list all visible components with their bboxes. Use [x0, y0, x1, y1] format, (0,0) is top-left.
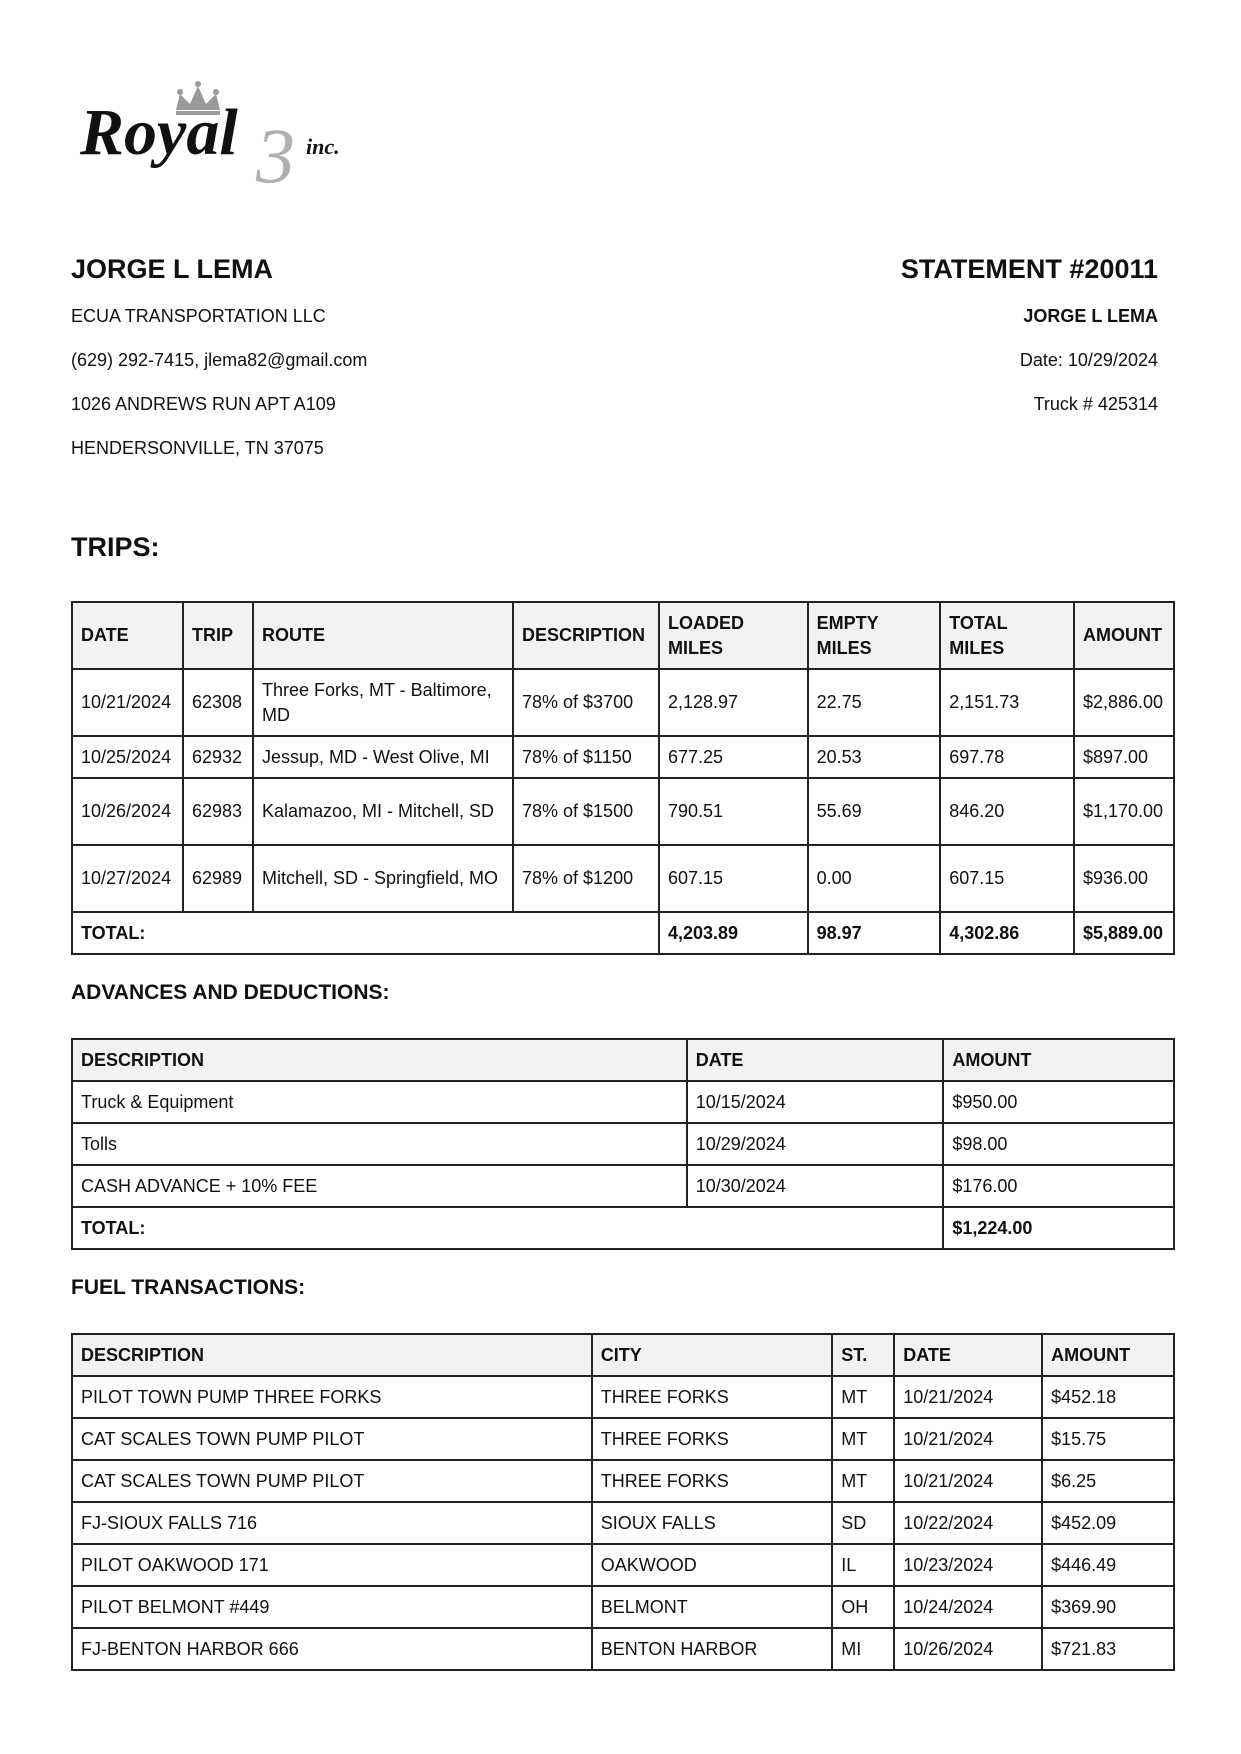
fuel-city: THREE FORKS	[592, 1376, 833, 1418]
table-row	[72, 1165, 1174, 1207]
deduction-date: 10/30/2024	[687, 1165, 944, 1207]
fuel-city: OAKWOOD	[592, 1544, 833, 1586]
fuel-state: MT	[832, 1376, 894, 1418]
trip-empty-miles: 55.69	[808, 778, 941, 845]
trip-loaded-miles: 790.51	[659, 778, 808, 845]
table-row	[72, 1376, 1174, 1418]
deduction-date: 10/15/2024	[687, 1081, 944, 1123]
table-row	[72, 669, 1174, 736]
trip-date: 10/27/2024	[72, 845, 183, 912]
deduction-description: CASH ADVANCE + 10% FEE	[72, 1165, 687, 1207]
fuel-city: THREE FORKS	[592, 1418, 833, 1460]
trip-loaded-miles: 607.15	[659, 845, 808, 912]
fuel-city: THREE FORKS	[592, 1460, 833, 1502]
fuel-date: 10/23/2024	[894, 1544, 1042, 1586]
col-header-date: DATE	[894, 1334, 1042, 1376]
col-header-empty-miles: EMPTY MILES	[808, 602, 941, 669]
fuel-amount: $446.49	[1042, 1544, 1174, 1586]
trips-total-row	[72, 912, 1174, 954]
logo-suffix: inc.	[306, 134, 340, 159]
table-row	[72, 1123, 1174, 1165]
fuel-state: IL	[832, 1544, 894, 1586]
col-header-amount: AMOUNT	[1074, 602, 1174, 669]
trip-number: 62932	[183, 736, 253, 778]
fuel-date: 10/21/2024	[894, 1418, 1042, 1460]
trip-route: Kalamazoo, MI - Mitchell, SD	[253, 778, 513, 845]
driver-address-line1: 1026 ANDREWS RUN APT A109	[71, 394, 336, 414]
col-header-date: DATE	[72, 602, 183, 669]
statement-truck: Truck # 425314	[1033, 394, 1158, 414]
statement-title: STATEMENT #20011	[900, 254, 1158, 284]
trip-amount: $2,886.00	[1074, 669, 1174, 736]
col-header-description: DESCRIPTION	[513, 602, 659, 669]
fuel-description: PILOT OAKWOOD 171	[72, 1544, 592, 1586]
table-row	[72, 736, 1174, 778]
fuel-date: 10/26/2024	[894, 1628, 1042, 1670]
table-row	[72, 1418, 1174, 1460]
driver-company: ECUA TRANSPORTATION LLC	[71, 306, 326, 326]
fuel-state: MI	[832, 1628, 894, 1670]
fuel-date: 10/21/2024	[894, 1376, 1042, 1418]
trip-description: 78% of $3700	[513, 669, 659, 736]
advances-total-row	[72, 1207, 1174, 1249]
fuel-amount: $452.09	[1042, 1502, 1174, 1544]
trip-date: 10/25/2024	[72, 736, 183, 778]
table-row	[72, 778, 1174, 845]
fuel-state: MT	[832, 1418, 894, 1460]
trip-total-miles: 607.15	[940, 845, 1074, 912]
fuel-state: MT	[832, 1460, 894, 1502]
deduction-amount: $176.00	[943, 1165, 1174, 1207]
fuel-date: 10/22/2024	[894, 1502, 1042, 1544]
trip-total-miles: 846.20	[940, 778, 1074, 845]
trip-loaded-miles: 2,128.97	[659, 669, 808, 736]
fuel-description: CAT SCALES TOWN PUMP PILOT	[72, 1460, 592, 1502]
deduction-amount: $98.00	[943, 1123, 1174, 1165]
table-row	[72, 1544, 1174, 1586]
driver-info	[71, 250, 591, 470]
deduction-description: Tolls	[72, 1123, 687, 1165]
col-header-date: DATE	[687, 1039, 944, 1081]
fuel-title: FUEL TRANSACTIONS:	[71, 1276, 306, 1299]
advances-title: ADVANCES AND DEDUCTIONS:	[71, 981, 390, 1004]
trips-total-label: TOTAL:	[72, 912, 659, 954]
trips-total-miles: 4,302.86	[940, 912, 1074, 954]
fuel-state: OH	[832, 1586, 894, 1628]
fuel-state: SD	[832, 1502, 894, 1544]
fuel-amount: $721.83	[1042, 1628, 1174, 1670]
trip-empty-miles: 0.00	[808, 845, 941, 912]
deduction-amount: $950.00	[943, 1081, 1174, 1123]
fuel-city: BELMONT	[592, 1586, 833, 1628]
royal3-logo	[78, 80, 388, 190]
trip-amount: $936.00	[1074, 845, 1174, 912]
trip-route: Three Forks, MT - Baltimore, MD	[253, 669, 513, 736]
fuel-amount: $452.18	[1042, 1376, 1174, 1418]
table-row	[72, 1502, 1174, 1544]
deduction-description: Truck & Equipment	[72, 1081, 687, 1123]
col-header-state: ST.	[832, 1334, 894, 1376]
advances-total-label: TOTAL:	[72, 1207, 943, 1249]
table-row	[72, 1586, 1174, 1628]
table-row	[72, 1628, 1174, 1670]
trip-amount: $897.00	[1074, 736, 1174, 778]
trip-route: Mitchell, SD - Springfield, MO	[253, 845, 513, 912]
fuel-description: FJ-BENTON HARBOR 666	[72, 1628, 592, 1670]
statement-date: Date: 10/29/2024	[1019, 350, 1158, 370]
col-header-description: DESCRIPTION	[72, 1334, 592, 1376]
table-row	[72, 845, 1174, 912]
fuel-table	[71, 1333, 1175, 1671]
col-header-city: CITY	[592, 1334, 833, 1376]
driver-contact: (629) 292-7415, jlema82@gmail.com	[71, 350, 368, 370]
statement-name: JORGE L LEMA	[1023, 306, 1158, 326]
logo-wordmark: Royal	[80, 96, 238, 169]
fuel-city: SIOUX FALLS	[592, 1502, 833, 1544]
driver-name: JORGE L LEMA	[71, 254, 274, 284]
trips-header-row	[72, 602, 1174, 669]
trip-description: 78% of $1500	[513, 778, 659, 845]
col-header-loaded-miles: LOADED MILES	[659, 602, 808, 669]
trip-amount: $1,170.00	[1074, 778, 1174, 845]
fuel-amount: $6.25	[1042, 1460, 1174, 1502]
trip-description: 78% of $1150	[513, 736, 659, 778]
table-row	[72, 1081, 1174, 1123]
trip-route: Jessup, MD - West Olive, MI	[253, 736, 513, 778]
table-row	[72, 1460, 1174, 1502]
trips-total-empty: 98.97	[808, 912, 941, 954]
statement-info	[638, 250, 1158, 426]
trip-loaded-miles: 677.25	[659, 736, 808, 778]
fuel-amount: $15.75	[1042, 1418, 1174, 1460]
trip-empty-miles: 22.75	[808, 669, 941, 736]
trip-number: 62983	[183, 778, 253, 845]
trips-title: TRIPS:	[71, 532, 160, 562]
trip-total-miles: 2,151.73	[940, 669, 1074, 736]
trip-date: 10/21/2024	[72, 669, 183, 736]
fuel-header-row	[72, 1334, 1174, 1376]
fuel-city: BENTON HARBOR	[592, 1628, 833, 1670]
trip-date: 10/26/2024	[72, 778, 183, 845]
col-header-route: ROUTE	[253, 602, 513, 669]
trip-empty-miles: 20.53	[808, 736, 941, 778]
trip-number: 62989	[183, 845, 253, 912]
deduction-date: 10/29/2024	[687, 1123, 944, 1165]
fuel-description: PILOT BELMONT #449	[72, 1586, 592, 1628]
fuel-date: 10/24/2024	[894, 1586, 1042, 1628]
trips-total-loaded: 4,203.89	[659, 912, 808, 954]
trips-table	[71, 601, 1175, 955]
col-header-amount: AMOUNT	[943, 1039, 1174, 1081]
advances-table	[71, 1038, 1175, 1250]
fuel-date: 10/21/2024	[894, 1460, 1042, 1502]
fuel-amount: $369.90	[1042, 1586, 1174, 1628]
col-header-total-miles: TOTAL MILES	[940, 602, 1074, 669]
advances-total-amount: $1,224.00	[943, 1207, 1174, 1249]
advances-header-row	[72, 1039, 1174, 1081]
trip-description: 78% of $1200	[513, 845, 659, 912]
fuel-description: PILOT TOWN PUMP THREE FORKS	[72, 1376, 592, 1418]
col-header-trip: TRIP	[183, 602, 253, 669]
fuel-description: CAT SCALES TOWN PUMP PILOT	[72, 1418, 592, 1460]
logo-numeral: 3	[256, 112, 295, 190]
col-header-description: DESCRIPTION	[72, 1039, 687, 1081]
driver-address-line2: HENDERSONVILLE, TN 37075	[71, 438, 324, 458]
col-header-amount: AMOUNT	[1042, 1334, 1174, 1376]
trips-total-amount: $5,889.00	[1074, 912, 1174, 954]
trip-number: 62308	[183, 669, 253, 736]
fuel-description: FJ-SIOUX FALLS 716	[72, 1502, 592, 1544]
trip-total-miles: 697.78	[940, 736, 1074, 778]
